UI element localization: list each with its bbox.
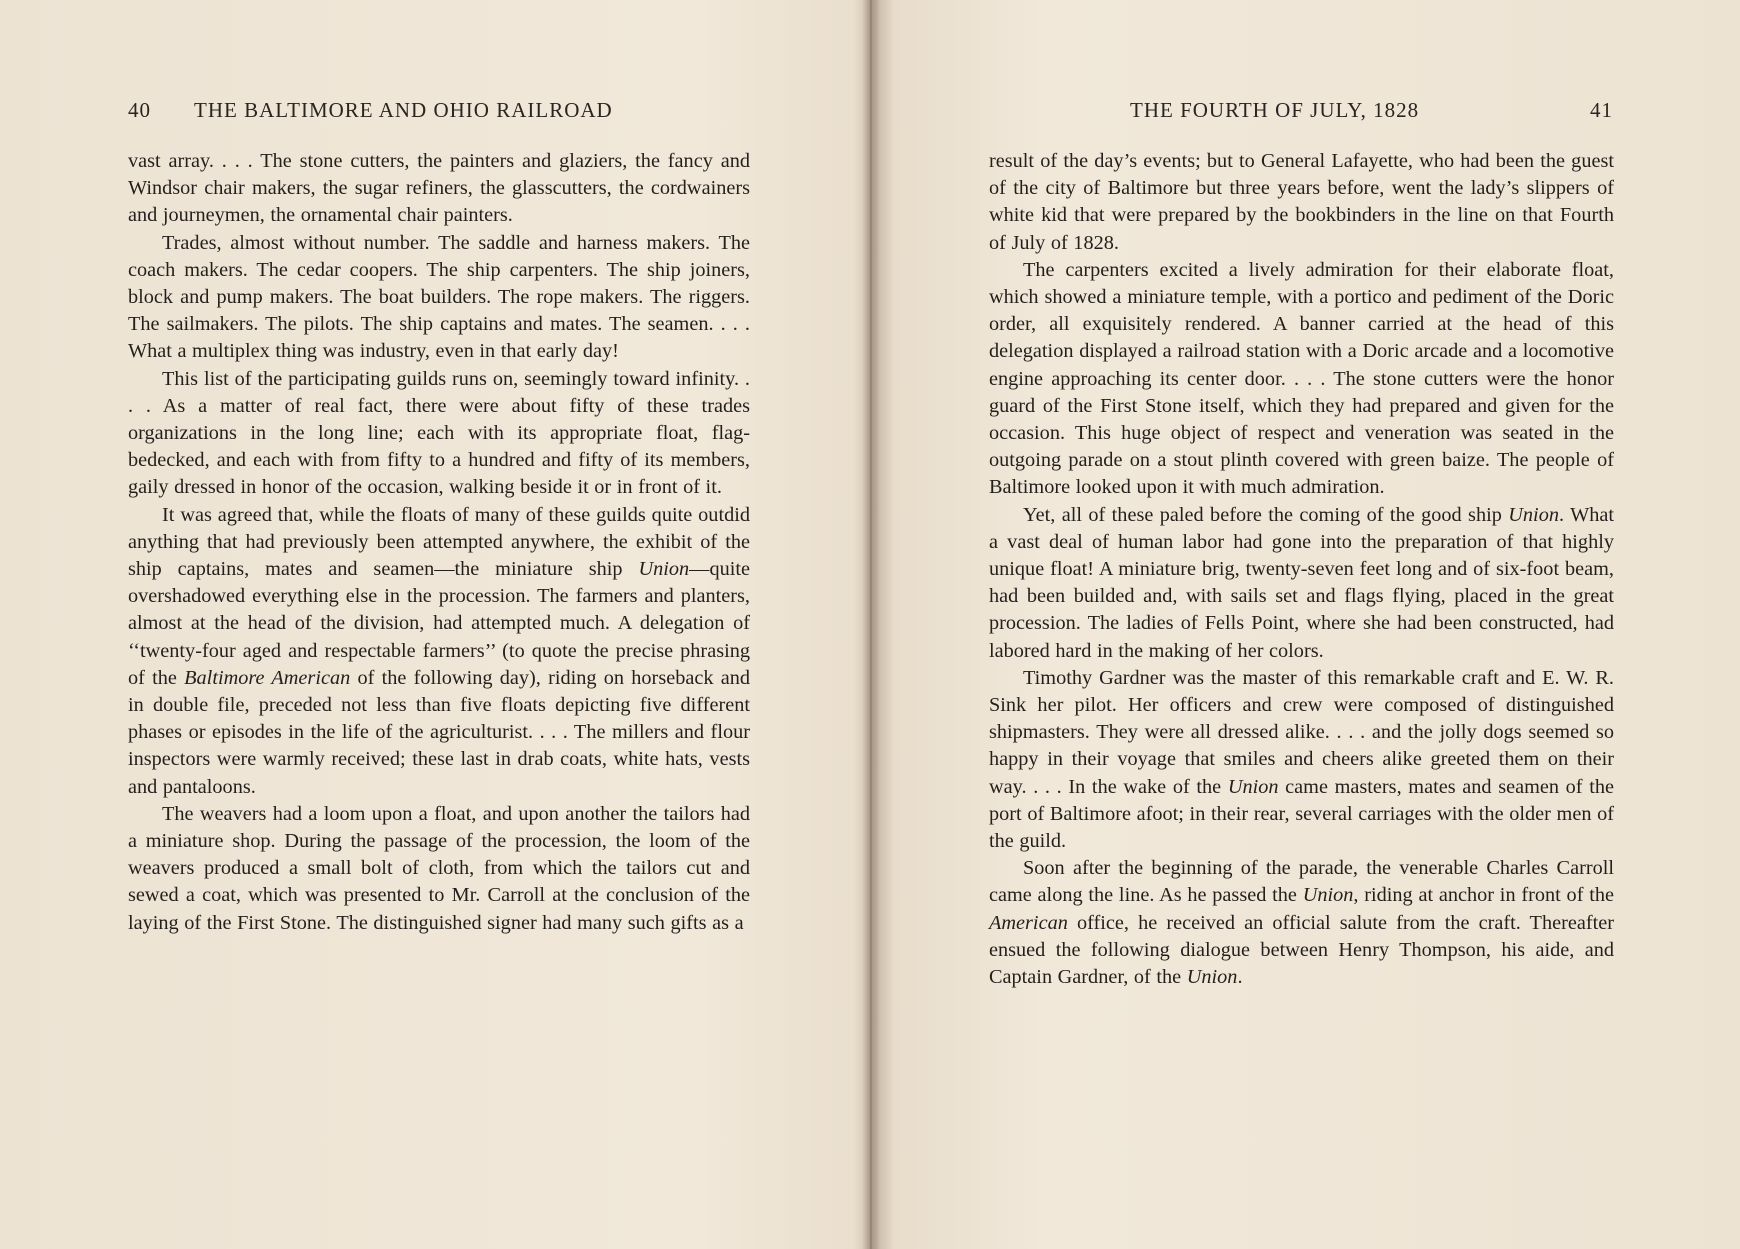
right-page [880, 0, 1740, 1249]
paragraph: vast array. . . . The stone cutters, the painters and glaziers, the fancy and Windsor chair makers, the sugar refiners, the glasscutters, the cordwainers and journeymen, the ornamental chair painters. [128, 150, 750, 227]
paragraph: Timothy Gardner was the master of this remarkable craft and E. W. R. Sink her pilot. Her officers and crew were composed of distinguished shipmasters. They were all dressed alike. . . . and the jolly dogs seemed so happy in their voyage that smiles and cheers alike greeted them on their way. . . . In the wake of the Union came masters, mates and seamen of the port of Baltimore afoot; in their rear, several carriages with the older men of the guild. [989, 666, 1614, 853]
left-running-head: THE BALTIMORE AND OHIO RAILROAD [194, 98, 613, 122]
paragraph: Yet, all of these paled before the coming of the good ship Union. What a vast deal of human labor had gone into the preparation of that highly unique float! A miniature brig, twenty-seven feet long and of six-foot beam, had been builded and, with sails set and flags flying, placed in the great procession. The ladies of Fells Point, where she had been constructed, had labored hard in the making of her colors. [989, 503, 1614, 662]
paragraph: Trades, almost without number. The saddle and harness makers. The coach makers. The cedar coopers. The ship carpenters. The ship joiners, block and pump makers. The boat builders. The rope makers. The riggers. The sailmakers. The pilots. The ship captains and mates. The seamen. . . . What a multiplex thing was industry, even in that early day! [128, 231, 750, 363]
right-running-head: THE FOURTH OF JULY, 1828 [1130, 98, 1420, 122]
paragraph: The weavers had a loom upon a float, and upon another the tailors had a miniature shop. During the passage of the procession, the loom of the weavers produced a small bolt of cloth, from which the tailors cut and sewed a coat, which was presented to Mr. Carroll at the conclusion of the laying of the First Stone. The distinguished signer had many such gifts as a [128, 802, 750, 934]
left-page [0, 0, 862, 1249]
right-body-text [989, 148, 1614, 991]
ship-name: Union [1227, 775, 1279, 798]
left-page-number: 40 [128, 98, 151, 122]
paragraph: Soon after the beginning of the parade, the venerable Charles Carroll came along the line. As he passed the Union, riding at anchor in front of the American office, he received an official salute from the craft. Thereafter ensued the following dialogue between Henry Thompson, his aide, and Captain Gardner, of the Union. [989, 857, 1614, 989]
paragraph: The carpenters excited a lively admiration for their elaborate float, which showed a miniature temple, with a portico and pediment of the Doric order, all exquisitely rendered. A banner carried at the head of this delegation displayed a railroad station with a Doric arcade and a locomotive engine approaching its center door. . . . The stone cutters were the honor guard of the First Stone itself, which they had prepared and given for the occasion. This huge object of respect and veneration was seated in the outgoing parade on a stout plinth covered with green baize. The people of Baltimore looked upon it with much admiration. [989, 258, 1614, 499]
book-gutter [862, 0, 880, 1249]
ship-name: Union [638, 558, 690, 581]
newspaper-name: Baltimore American [184, 666, 351, 689]
ship-name: Union [1508, 503, 1559, 526]
paragraph: It was agreed that, while the floats of many of these guilds quite outdid anything that had previously been attempted anywhere, the exhibit of the ship captains, mates and seamen—the miniature ship Union—quite overshadowed everything else in the procession. The farmers and planters, almost at the head of the division, had attempted much. A delegation of ‘‘twenty-four aged and respectable farmers’’ (to quote the precise phrasing of the Baltimore American of the following day), riding on horseback and in double file, preceded not less than five floats depicting five different phases or episodes in the life of the agriculturist. . . . The millers and flour inspectors were warmly received; these last in drab coats, white hats, vests and pantaloons. [128, 503, 751, 798]
paragraph: result of the day’s events; but to General Lafayette, who had been the guest of the city of Baltimore but three years before, went the lady’s slippers of white kid that were prepared by the bookbinders in the line on that Fourth of July of 1828. [989, 150, 1614, 254]
right-page-number: 41 [1590, 98, 1613, 122]
left-body-text [128, 148, 750, 937]
ship-name: Union [1302, 884, 1354, 907]
ship-name: Union [1186, 966, 1238, 989]
paragraph: This list of the participating guilds runs on, seemingly toward infinity. . . . As a matter of real fact, there were about fifty of these trades organizations in the long line; each with its appropriate float, flag-bedecked, and each with from fifty to a hundred and fifty of its members, gaily dressed in honor of the occasion, walking beside it or in front of it. [128, 367, 750, 499]
newspaper-name: American [989, 911, 1068, 934]
